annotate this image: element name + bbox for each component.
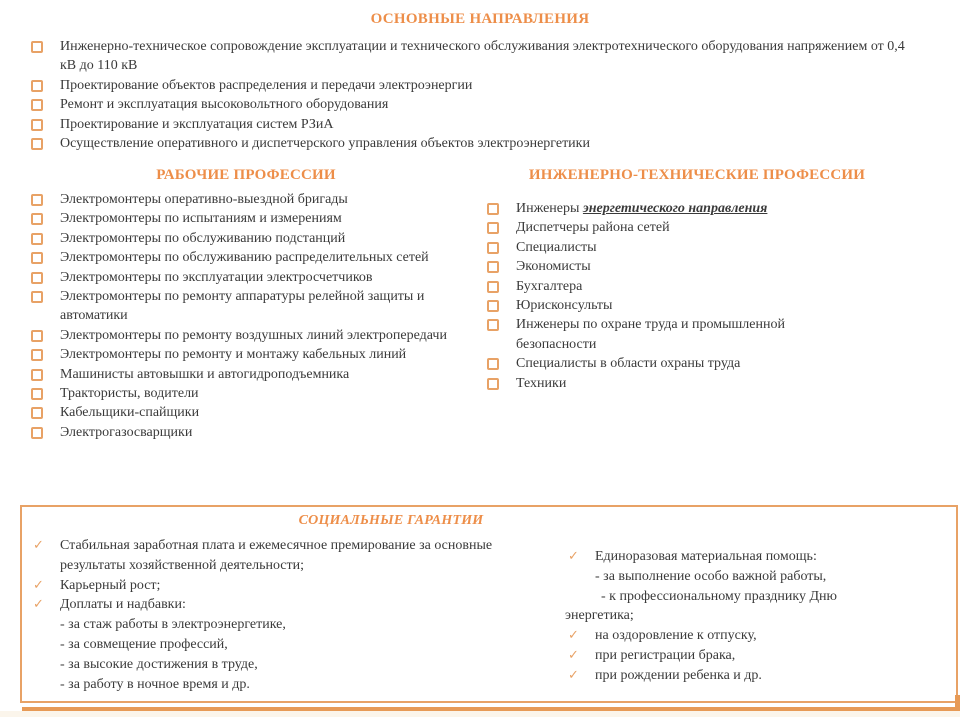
item-text: Экономисты (516, 259, 591, 275)
checkbox-bullet-icon (31, 388, 43, 400)
item-text: Специалисты в области охраны труда (516, 356, 741, 372)
list-item (30, 76, 910, 95)
list-item (30, 95, 910, 114)
social-guarantees-box (20, 505, 958, 703)
checkbox-bullet-icon (31, 213, 43, 225)
checkbox-bullet-icon (31, 427, 43, 439)
social-guarantee-item (565, 587, 937, 607)
checkbox-bullet-icon (31, 272, 43, 284)
item-text: Электромонтеры по обслуживанию подстанций (60, 230, 346, 246)
social-guarantee-item (565, 606, 937, 626)
list-item (30, 345, 472, 364)
checkbox-bullet-icon (31, 252, 43, 264)
checkbox-bullet-icon (31, 41, 43, 53)
item-text: - за стаж работы в электроэнергетике, (60, 617, 286, 633)
social-guarantee-item (565, 626, 937, 646)
social-guarantees-right-list (565, 547, 937, 686)
social-guarantee-item (30, 615, 528, 635)
item-text: Юрисконсульты (516, 298, 613, 314)
social-guarantee-item (30, 675, 528, 695)
social-guarantees-left-list (30, 536, 528, 694)
list-item (30, 403, 472, 422)
checkbox-bullet-icon (487, 319, 499, 331)
list-item (30, 248, 472, 267)
social-guarantees-title: СОЦИАЛЬНЫЕ ГАРАНТИИ (298, 513, 484, 528)
footer-strip (0, 711, 960, 717)
item-text: Техники (516, 375, 567, 391)
checkbox-bullet-icon (31, 99, 43, 111)
checkbox-bullet-icon (31, 138, 43, 150)
list-item (30, 326, 472, 345)
list-item (486, 277, 848, 296)
item-text: Доплаты и надбавки: (60, 597, 186, 613)
item-text: Кабельщики-спайщики (60, 405, 200, 421)
item-text: Проектирование объектов распределения и передачи электроэнергии (60, 77, 473, 93)
item-text: Карьерный рост; (60, 577, 161, 593)
checkbox-bullet-icon (487, 261, 499, 273)
item-text: Электромонтеры по испытаниям и измерениям (60, 211, 342, 227)
item-text: Осуществление оперативного и диспетчерского управления объектов электроэнергетики (60, 136, 590, 152)
check-icon: ✓ (568, 549, 579, 564)
item-text: Инженерно-техническое сопровождение эксплуатации и технического обслуживания электротехнического оборудования напряжением от 0,4 кВ до 110 кВ (60, 39, 905, 74)
list-item (30, 209, 472, 228)
checkbox-bullet-icon (31, 233, 43, 245)
list-item (30, 37, 910, 76)
social-guarantee-item (565, 646, 937, 666)
item-text: Электромонтеры по ремонту воздушных линий электропередачи (60, 327, 447, 343)
checkbox-bullet-icon (487, 281, 499, 293)
working-professions-title: РАБОЧИЕ ПРОФЕССИИ (156, 167, 336, 183)
engineering-professions-list (486, 199, 848, 393)
item-text: на оздоровление к отпуску, (595, 628, 757, 644)
item-text: Электромонтеры по ремонту и монтажу кабельных линий (60, 347, 407, 363)
checkbox-bullet-icon (31, 330, 43, 342)
item-text: Электромонтеры по ремонту аппаратуры релейной защиты и автоматики (60, 289, 425, 324)
item-text: Стабильная заработная плата и ежемесячное премирование за основные результаты хозяйственной деятельности; (60, 538, 493, 573)
working-professions-section (20, 165, 472, 442)
engineering-professions-title: ИНЖЕНЕРНО-ТЕХНИЧЕСКИЕ ПРОФЕССИИ (528, 167, 866, 183)
list-item (486, 315, 848, 354)
item-text: Бухгалтера (516, 278, 583, 294)
item-text-prefix: Инженеры (516, 201, 583, 216)
checkbox-bullet-icon (31, 369, 43, 381)
main-directions-section (30, 37, 910, 153)
item-text: Электромонтеры по эксплуатации электросчетчиков (60, 269, 373, 285)
list-item (486, 218, 848, 237)
working-professions-list (30, 190, 472, 442)
list-item (486, 354, 848, 373)
social-guarantee-item (30, 635, 528, 655)
item-text: Машинисты автовышки и автогидроподъемника (60, 366, 350, 382)
check-icon: ✓ (568, 628, 579, 644)
item-text: Электромонтеры оперативно-выездной бригады (60, 192, 348, 207)
checkbox-bullet-icon (31, 194, 43, 206)
checkbox-bullet-icon (487, 358, 499, 370)
checkbox-bullet-icon (31, 349, 43, 361)
item-text: при регистрации брака, (595, 647, 736, 663)
item-text: - за работу в ночное время и др. (60, 676, 250, 692)
checkbox-bullet-icon (487, 222, 499, 234)
item-text: Ремонт и эксплуатация высоковольтного оборудования (60, 97, 389, 113)
checkbox-bullet-icon (487, 242, 499, 254)
social-guarantee-item (30, 536, 528, 576)
social-guarantee-item (565, 567, 937, 587)
check-icon: ✓ (33, 597, 44, 613)
item-text: - за высокие достижения в труде, (60, 656, 258, 672)
list-item (486, 199, 848, 218)
item-text: энергетика; (565, 608, 634, 624)
checkbox-bullet-icon (31, 291, 43, 303)
checkbox-bullet-icon (487, 203, 499, 215)
social-guarantee-item (565, 666, 937, 686)
social-guarantee-item (30, 655, 528, 675)
check-icon: ✓ (568, 647, 579, 663)
list-item (486, 374, 848, 393)
list-item (486, 296, 848, 315)
social-guarantee-item (30, 595, 528, 615)
list-item (30, 287, 472, 326)
social-guarantee-item (30, 576, 528, 596)
list-item (486, 238, 848, 257)
item-text: - к профессиональному празднику Дню (601, 588, 837, 604)
item-text: Электромонтеры по обслуживанию распределительных сетей (60, 250, 429, 266)
checkbox-bullet-icon (487, 378, 499, 390)
list-item (30, 134, 910, 153)
social-guarantee-item (565, 547, 937, 567)
item-text: - за совмещение профессий, (60, 636, 228, 652)
checkbox-bullet-icon (487, 300, 499, 312)
check-icon: ✓ (568, 667, 579, 683)
item-text: Проектирование и эксплуатация систем РЗиА (60, 116, 334, 132)
item-text-emphasis: энергетического направления (582, 201, 768, 216)
list-item (30, 268, 472, 287)
item-text (516, 199, 848, 218)
list-item (486, 257, 848, 276)
item-text: при рождении ребенка и др. (595, 667, 762, 683)
list-item (30, 229, 472, 248)
item-text: Трактористы, водители (60, 386, 199, 402)
main-directions-list (30, 37, 910, 153)
list-item (30, 384, 472, 403)
checkbox-bullet-icon (31, 119, 43, 131)
item-text: Единоразовая материальная помощь: (595, 549, 817, 564)
list-item (30, 365, 472, 384)
footer-accent-nub (955, 695, 960, 711)
item-text: Электрогазосварщики (60, 424, 193, 440)
engineering-professions-section (462, 165, 932, 393)
list-item (30, 115, 910, 134)
checkbox-bullet-icon (31, 407, 43, 419)
page-title: ОСНОВНЫЕ НАПРАВЛЕНИЯ (370, 11, 590, 27)
list-item (30, 423, 472, 442)
item-text: Диспетчеры района сетей (516, 220, 670, 236)
item-text: - за выполнение особо важной работы, (595, 568, 827, 584)
check-icon: ✓ (33, 577, 44, 593)
item-text: Специалисты (516, 239, 597, 255)
list-item (30, 190, 472, 209)
checkbox-bullet-icon (31, 80, 43, 92)
check-icon: ✓ (33, 538, 44, 553)
item-text: Инженеры по охране труда и промышленной безопасности (516, 317, 785, 352)
